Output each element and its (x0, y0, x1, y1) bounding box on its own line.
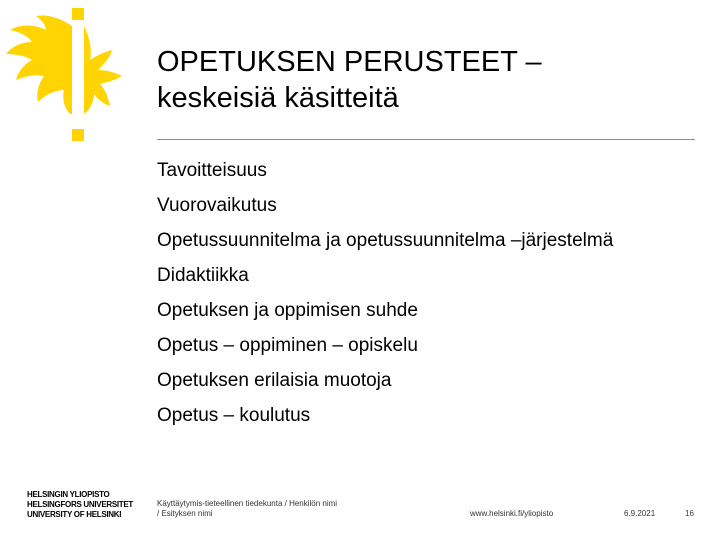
university-wordmark (27, 490, 133, 520)
bullet-item: Opetuksen erilaisia muotoja (157, 370, 392, 391)
bullet-item: Vuorovaikutus (157, 195, 277, 216)
university-name-fi: HELSINGIN YLIOPISTO (27, 490, 110, 499)
university-name-en: UNIVERSITY OF HELSINKI (27, 510, 122, 519)
university-name-sv: HELSINGFORS UNIVERSITET (27, 500, 133, 509)
footer-date: 6.9.2021 (624, 509, 656, 518)
footer-faculty-presenter (157, 499, 337, 519)
university-flame-logo-icon (0, 0, 150, 150)
slide-title-line-2: keskeisiä käsitteitä (157, 82, 399, 114)
footer-left-line-2: / Esityksen nimi (157, 509, 213, 518)
slide-title (157, 44, 697, 116)
title-divider (157, 139, 695, 140)
bullet-item: Opetus – oppiminen – opiskelu (157, 335, 418, 356)
page-number: 16 (685, 509, 694, 518)
bullet-item: Tavoitteisuus (157, 160, 267, 181)
bullet-item: Didaktiikka (157, 265, 249, 286)
bullet-item: Opetus – koulutus (157, 405, 311, 426)
bullet-item: Opetussuunnitelma ja opetussuunnitelma –järjestelmä (157, 230, 614, 251)
footer-left-line-1: Käyttäytymis-tieteellinen tiedekunta / Henkilön nimi (157, 499, 338, 508)
footer-url: www.helsinki.fi/yliopisto (470, 509, 554, 518)
slide-title-line-1: OPETUKSEN PERUSTEET – (157, 46, 542, 78)
bullet-list (157, 160, 613, 440)
bullet-item: Opetuksen ja oppimisen suhde (157, 300, 418, 321)
